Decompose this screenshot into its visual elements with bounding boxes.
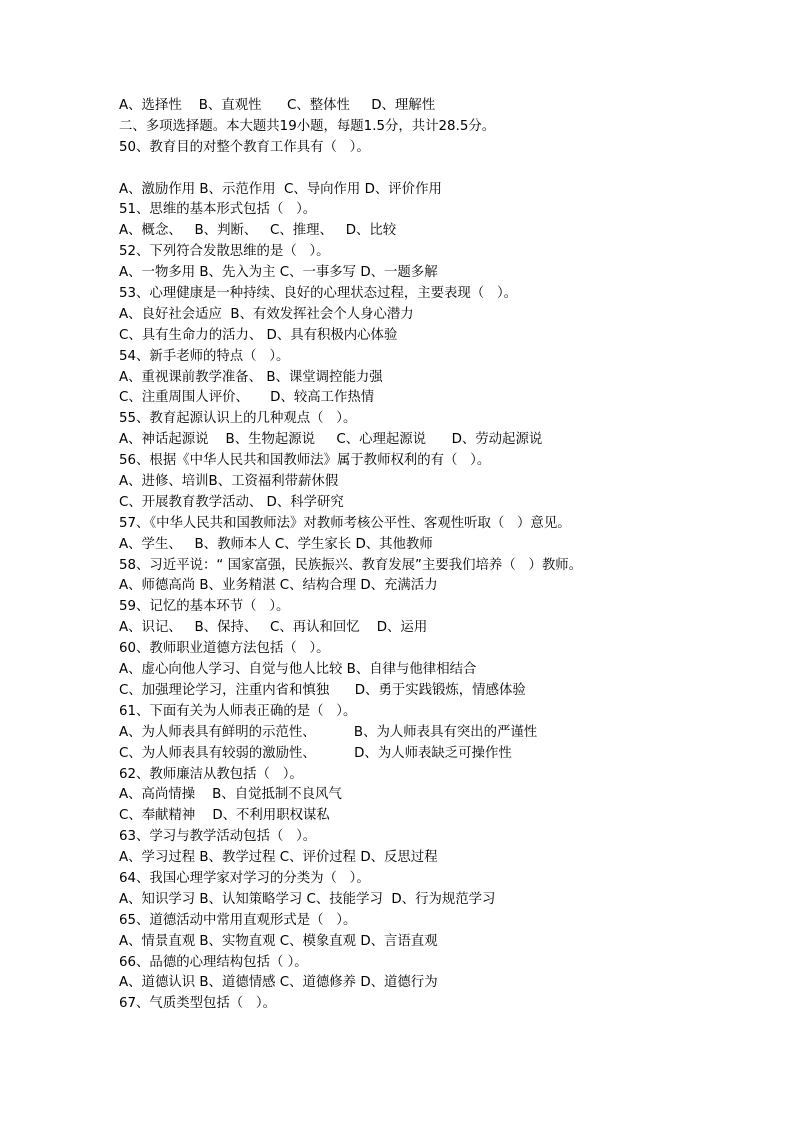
question-53: 53、心理健康是一种持续、良好的心理状态过程，主要表现（ ）。 [119, 286, 518, 302]
options-54-ab: A、重视课前教学准备、 B、课堂调控能力强 [119, 369, 383, 385]
options-63: A、学习过程 B、教学过程 C、评价过程 D、反思过程 [119, 850, 438, 866]
options-58: A、师德高尚 B、业务精湛 C、结构合理 D、充满活力 [119, 578, 438, 594]
options-55: A、神话起源说 B、生物起源说 C、心理起源说 D、劳动起源说 [119, 432, 543, 448]
options-64: A、知识学习 B、认知策略学习 C、技能学习 D、行为规范学习 [119, 891, 496, 907]
question-63: 63、学习与教学活动包括（ ）。 [119, 829, 317, 845]
question-67: 67、气质类型包括（ ）。 [119, 996, 277, 1012]
question-66: 66、品德的心理结构包括（ ）。 [119, 954, 308, 970]
options-59: A、识记、 B、保持、 C、再认和回忆 D、运用 [119, 620, 428, 636]
question-61: 61、下面有关为人师表正确的是（ ）。 [119, 703, 357, 719]
options-51: A、概念、 B、判断、 C、推理、 D、比较 [119, 223, 397, 239]
options-56-cd: C、开展教育教学活动、 D、科学研究 [119, 494, 344, 510]
options-56-ab: A、进修、培训B、工资福利带薪休假 [119, 474, 339, 490]
question-58: 58、习近平说：“ 国家富强，民族振兴、教育发展”主要我们培养（ ）教师。 [119, 557, 583, 573]
options-53-ab: A、良好社会适应 B、有效发挥社会个人身心潜力 [119, 306, 414, 322]
section-heading: 二、多项选择题。本大题共19小题，每题1.5分，共计28.5分。 [119, 118, 496, 134]
options-53-cd: C、具有生命力的活力、 D、具有积极内心体验 [119, 327, 398, 343]
options-61-cd: C、为人师表具有较弱的激励性、 D、为人师表缺乏可操作性 [119, 745, 512, 761]
options-61-ab: A、为人师表具有鲜明的示范性、 B、为人师表具有突出的严谨性 [119, 724, 538, 740]
options-60-cd: C、加强理论学习，注重内省和慎独 D、勇于实践锻炼，情感体验 [119, 682, 526, 698]
question-50: 50、教育目的对整个教育工作具有（ ）。 [119, 139, 370, 155]
option-line: A、选择性 B、直观性 C、整体性 D、理解性 [119, 98, 436, 113]
options-66: A、道德认识 B、道德情感 C、道德修养 D、道德行为 [119, 975, 438, 991]
question-52: 52、下列符合发散思维的是（ ）。 [119, 244, 330, 260]
question-55: 55、教育起源认识上的几种观点（ ）。 [119, 411, 357, 427]
options-62-ab: A、高尚情操 B、自觉抵制不良风气 [119, 787, 342, 803]
options-62-cd: C、奉献精神 D、不利用职权谋私 [119, 808, 330, 824]
options-52: A、一物多用 B、先入为主 C、一事多写 D、一题多解 [119, 265, 438, 281]
blank-line [119, 159, 679, 180]
options-65: A、情景直观 B、实物直观 C、模象直观 D、言语直观 [119, 933, 438, 949]
document-page [119, 96, 679, 1015]
options-54-cd: C、注重周围人评价、 D、较高工作热情 [119, 390, 375, 406]
options-60-ab: A、虚心向他人学习、自觉与他人比较 B、自律与他律相结合 [119, 662, 477, 678]
question-62: 62、教师廉洁从教包括（ ）。 [119, 766, 303, 782]
question-64: 64、我国心理学家对学习的分类为（ ）。 [119, 870, 370, 886]
question-65: 65、道德活动中常用直观形式是（ ）。 [119, 912, 357, 928]
options-57: A、学生、 B、教师本人 C、学生家长 D、其他教师 [119, 536, 433, 552]
options-50: A、激励作用 B、示范作用 C、导向作用 D、评价作用 [119, 181, 442, 197]
question-56: 56、根据《中华人民共和国教师法》属于教师权利的有（ ）。 [119, 453, 491, 469]
question-60: 60、教师职业道德方法包括（ ）。 [119, 641, 330, 657]
question-57: 57、《中华人民共和国教师法》对教师考核公平性、客观性听取（ ）意见。 [119, 515, 571, 531]
question-59: 59、记忆的基本环节（ ）。 [119, 599, 290, 615]
question-54: 54、新手老师的特点（ ）。 [119, 348, 290, 364]
question-51: 51、思维的基本形式包括（ ）。 [119, 202, 317, 218]
